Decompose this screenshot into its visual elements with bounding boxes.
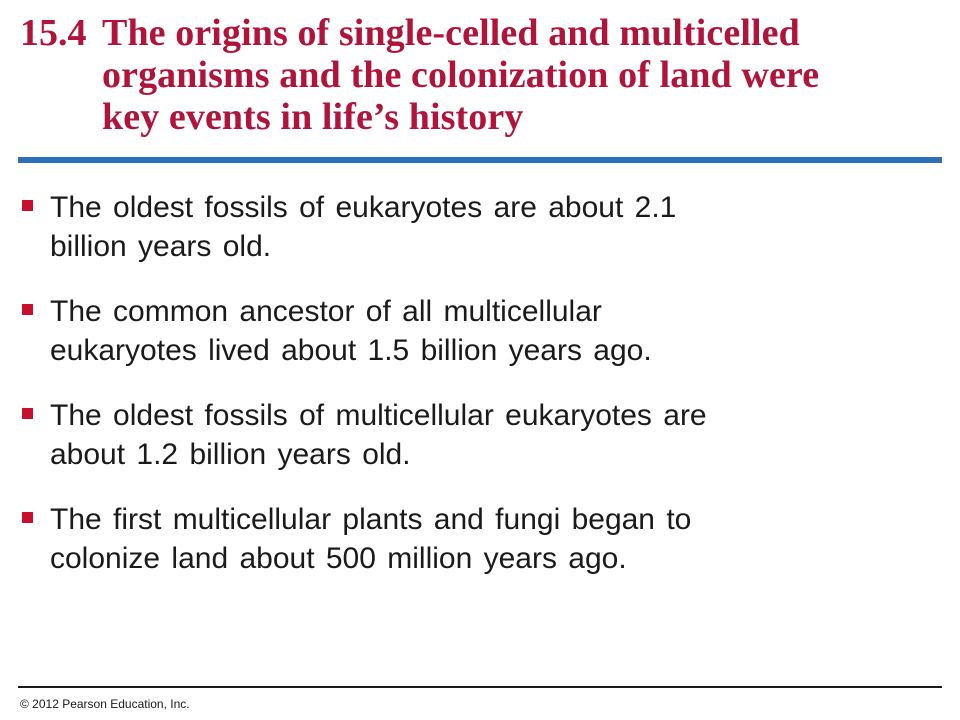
square-bullet-icon [22, 500, 50, 523]
bullet-line: billion years old. [50, 230, 272, 263]
slide-title [20, 12, 940, 138]
title-line: organisms and the colonization of land were [102, 54, 820, 96]
section-number: 15.4 [20, 12, 87, 54]
bullet-item [22, 292, 922, 370]
bullet-line: The oldest fossils of multicellular eukaryotes are [50, 399, 707, 432]
bullet-text [50, 500, 922, 578]
title-line: The origins of single-celled and multicelled [102, 12, 800, 54]
footer-divider [18, 686, 942, 688]
bullet-text [50, 292, 922, 370]
bullet-line: The common ancestor of all multicellular [50, 295, 602, 328]
square-bullet-icon [22, 188, 50, 211]
square-bullet-icon [22, 396, 50, 419]
bullet-item [22, 396, 922, 474]
bullet-line: eukaryotes lived about 1.5 billion years ago. [50, 334, 652, 367]
bullet-line: The oldest fossils of eukaryotes are about 2.1 [50, 191, 677, 224]
square-bullet-icon [22, 292, 50, 315]
bullet-text [50, 396, 922, 474]
bullet-line: colonize land about 500 million years ago. [50, 542, 627, 575]
bullet-item [22, 188, 922, 266]
bullet-item [22, 500, 922, 578]
bullet-text [50, 188, 922, 266]
bullet-list [22, 188, 922, 604]
title-divider [18, 157, 942, 163]
title-text [102, 12, 940, 138]
title-line: key events in life’s history [102, 96, 524, 138]
bullet-line: The first multicellular plants and fungi began to [50, 503, 692, 536]
copyright-notice: © 2012 Pearson Education, Inc. [20, 697, 190, 711]
bullet-line: about 1.2 billion years old. [50, 438, 411, 471]
